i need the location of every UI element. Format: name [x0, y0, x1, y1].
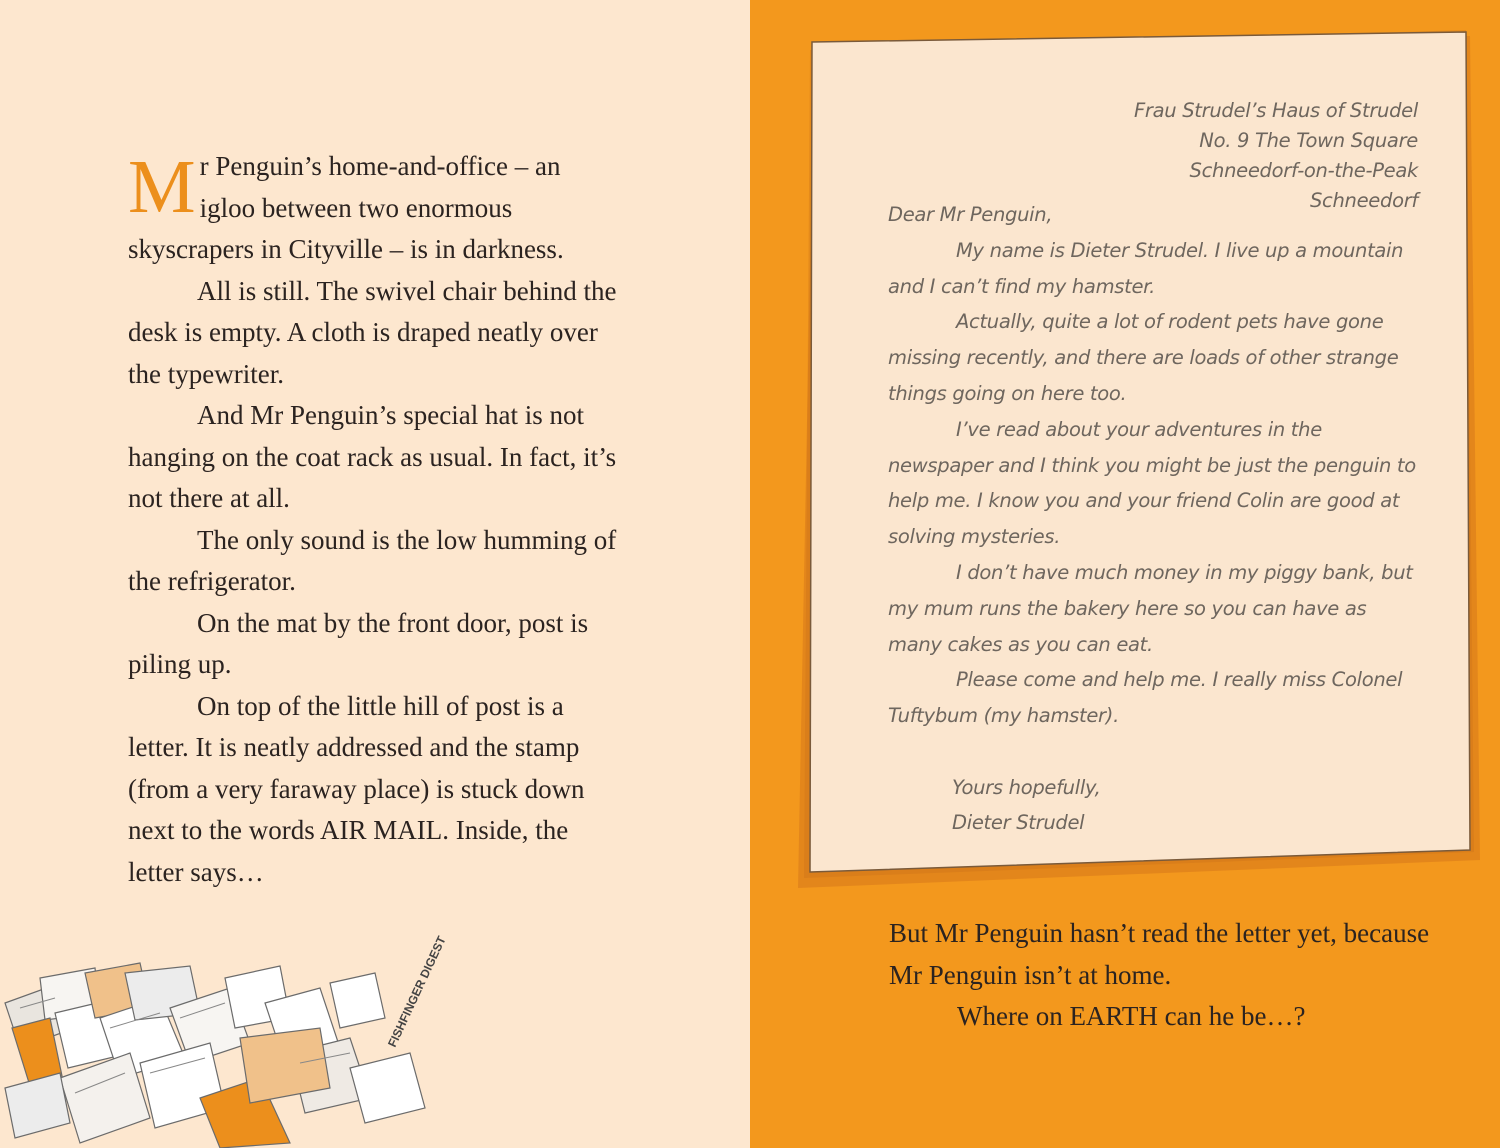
- story-paragraph: On the mat by the front door, post is piling up.: [128, 607, 589, 679]
- drop-cap: M: [128, 145, 196, 229]
- story-paragraph: And Mr Penguin’s special hat is not hanging on the coat rack as usual. In fact, it’s not there at all.: [128, 400, 617, 513]
- story-paragraph: Mr Penguin’s home-and-office – an igloo between two enormous skyscrapers in Cityville – is in darkness.: [128, 145, 564, 264]
- address-line: Frau Strudel’s Haus of Strudel: [1133, 99, 1418, 122]
- caption-paragraph: Where on EARTH can he be…?: [957, 1001, 1306, 1031]
- letter-body: [888, 197, 1418, 734]
- letter-signoff: [952, 770, 1101, 840]
- address-line: No. 9 The Town Square: [1199, 129, 1418, 152]
- story-paragraph: The only sound is the low humming of the refrigerator.: [128, 524, 617, 596]
- letter-paragraph: I’ve read about your adventures in the newspaper and I think you might be just the penguin to help me. I know you and your friend Colin are good at solving mysteries.: [888, 417, 1416, 549]
- newspaper-label: FISHFINGER DIGEST: [385, 933, 449, 1050]
- post-pile-illustration: [0, 933, 449, 1148]
- story-text: [128, 146, 618, 893]
- letter-paragraph: Please come and help me. I really miss Colonel Tuftybum (my hamster).: [888, 668, 1403, 728]
- caption-text: [889, 913, 1449, 1038]
- letter-paragraph: I don’t have much money in my piggy bank, but my mum runs the bakery here so you can have as many cakes as you can eat.: [888, 560, 1413, 656]
- story-paragraph: On top of the little hill of post is a letter. It is neatly addressed and the stamp (from a very faraway place) is stuck down next to the words AIR MAIL. Inside, the letter says…: [128, 690, 585, 887]
- letter-paragraph: My name is Dieter Strudel. I live up a mountain and I can’t find my hamster.: [888, 238, 1404, 298]
- story-paragraph: All is still. The swivel chair behind the desk is empty. A cloth is draped neatly over the typewriter.: [128, 275, 617, 389]
- letter-paragraph: Actually, quite a lot of rodent pets have gone missing recently, and there are loads of other strange things going on here too.: [888, 310, 1399, 405]
- letter-salutation: Dear Mr Penguin,: [888, 203, 1053, 226]
- letter-signature: Dieter Strudel: [952, 811, 1085, 834]
- address-line: Schneedorf: [1309, 189, 1418, 212]
- caption-paragraph: But Mr Penguin hasn’t read the letter yet, because Mr Penguin isn’t at home.: [889, 918, 1430, 990]
- address-line: Schneedorf-on-the-Peak: [1189, 159, 1418, 182]
- letter-closing: Yours hopefully,: [952, 776, 1101, 799]
